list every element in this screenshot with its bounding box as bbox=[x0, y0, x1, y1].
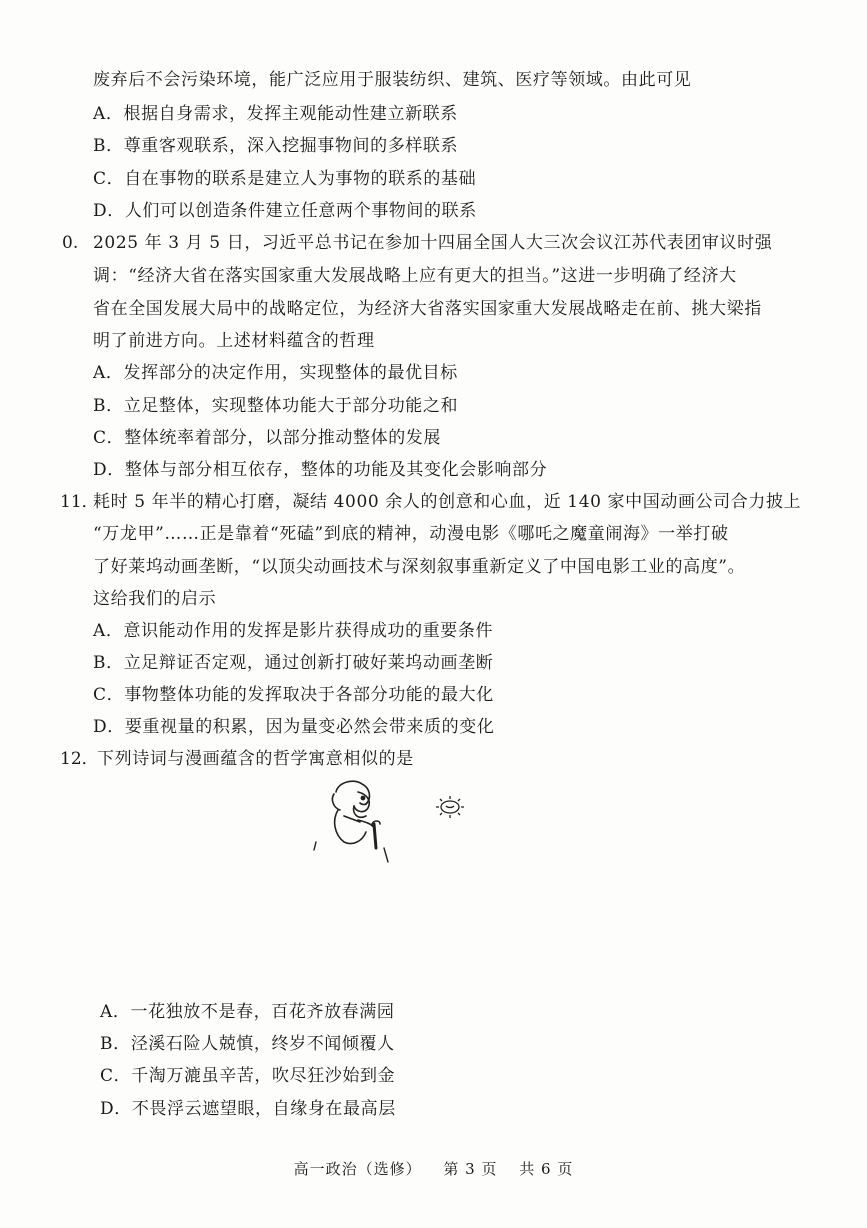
q8-option-b: B．尊重客观联系，深入挖掘事物间的多样联系 bbox=[93, 136, 459, 156]
q12-option-b: B．泾溪石险人兢慎，终岁不闻倾覆人 bbox=[100, 1034, 395, 1054]
q12-option-d: D．不畏浮云遮望眼，自缘身在最高层 bbox=[100, 1099, 396, 1119]
old-man-figure bbox=[332, 781, 380, 848]
q10-option-d: D．整体与部分相互依存，整体的功能及其变化会影响部分 bbox=[93, 460, 548, 480]
q10-stem-line-2: 调：“经济大省在落实国家重大发展战略上应有更大的担当。”这进一步明确了经济大 bbox=[93, 266, 737, 286]
footer-page-number: 第 3 页 bbox=[443, 1160, 498, 1178]
q10-stem-line-1: 2025 年 3 月 5 日，习近平总书记在参加十四届全国人大三次会议江苏代表团审议时强 bbox=[93, 233, 773, 253]
q10-stem-line-4: 明了前进方向。上述材料蕴含的哲理 bbox=[93, 331, 375, 351]
q11-option-b: B．立足辩证否定观，通过创新打破好莱坞动画垄断 bbox=[93, 653, 494, 673]
q10-option-b: B．立足整体，实现整体功能大于部分功能之和 bbox=[93, 396, 459, 416]
footer-subject: 高一政治（选修） bbox=[293, 1160, 422, 1178]
q10-stem-line-3: 省在全国发展大局中的战略定位，为经济大省落实国家重大发展战略走在前、挑大梁指 bbox=[93, 299, 762, 319]
q11-stem-line-3: 了好莱坞动画垄断，“以顶尖动画技术与深刻叙事重新定义了中国电影工业的高度”。 bbox=[93, 557, 746, 577]
q12-stem: 下列诗词与漫画蕴含的哲学寓意相似的是 bbox=[97, 749, 414, 769]
q11-stem-line-4: 这给我们的启示 bbox=[93, 589, 217, 609]
q10-option-c: C．整体统率着部分，以部分推动整体的发展 bbox=[93, 428, 442, 448]
q8-stem-tail: 废弃后不会污染环境，能广泛应用于服装纺织、建筑、医疗等领域。由此可见 bbox=[93, 70, 692, 90]
q12-option-c: C．千淘万漉虽辛苦，吹尽狂沙始到金 bbox=[100, 1066, 396, 1086]
q10-option-a: A．发挥部分的决定作用，实现整体的最优目标 bbox=[93, 363, 458, 383]
footer-total-pages: 共 6 页 bbox=[519, 1160, 574, 1178]
q11-stem-line-1: 耗时 5 年半的精心打磨，凝结 4000 余人的创意和心血，近 140 家中国动画公司合力披上 bbox=[93, 492, 802, 512]
q11-option-d: D．要重视量的积累，因为量变必然会带来质的变化 bbox=[93, 717, 495, 737]
q11-stem-line-2: “万龙甲”……正是靠着“死磕”到底的精神，动漫电影《哪吒之魔童闹海》一举打破 bbox=[93, 524, 729, 544]
q11-number: 11． bbox=[60, 492, 99, 512]
q11-option-c: C．事物整体功能的发挥取决于各部分功能的最大化 bbox=[93, 685, 494, 705]
sun-icon bbox=[436, 796, 464, 818]
q11-option-a: A．意识能动作用的发挥是影片获得成功的重要条件 bbox=[93, 621, 494, 641]
page-footer bbox=[0, 1158, 867, 1179]
q12-option-a: A．一花独放不是春，百花齐放春满园 bbox=[100, 1002, 395, 1022]
q10-number: 0. bbox=[62, 233, 79, 253]
cartoon-illustration bbox=[300, 770, 480, 880]
q8-option-c: C．自在事物的联系是建立人为事物的联系的基础 bbox=[93, 169, 477, 189]
q8-option-d: D．人们可以创造条件建立任意两个事物间的联系 bbox=[93, 201, 477, 221]
q12-number: 12． bbox=[60, 749, 99, 769]
q8-option-a: A．根据自身需求，发挥主观能动性建立新联系 bbox=[93, 104, 458, 124]
